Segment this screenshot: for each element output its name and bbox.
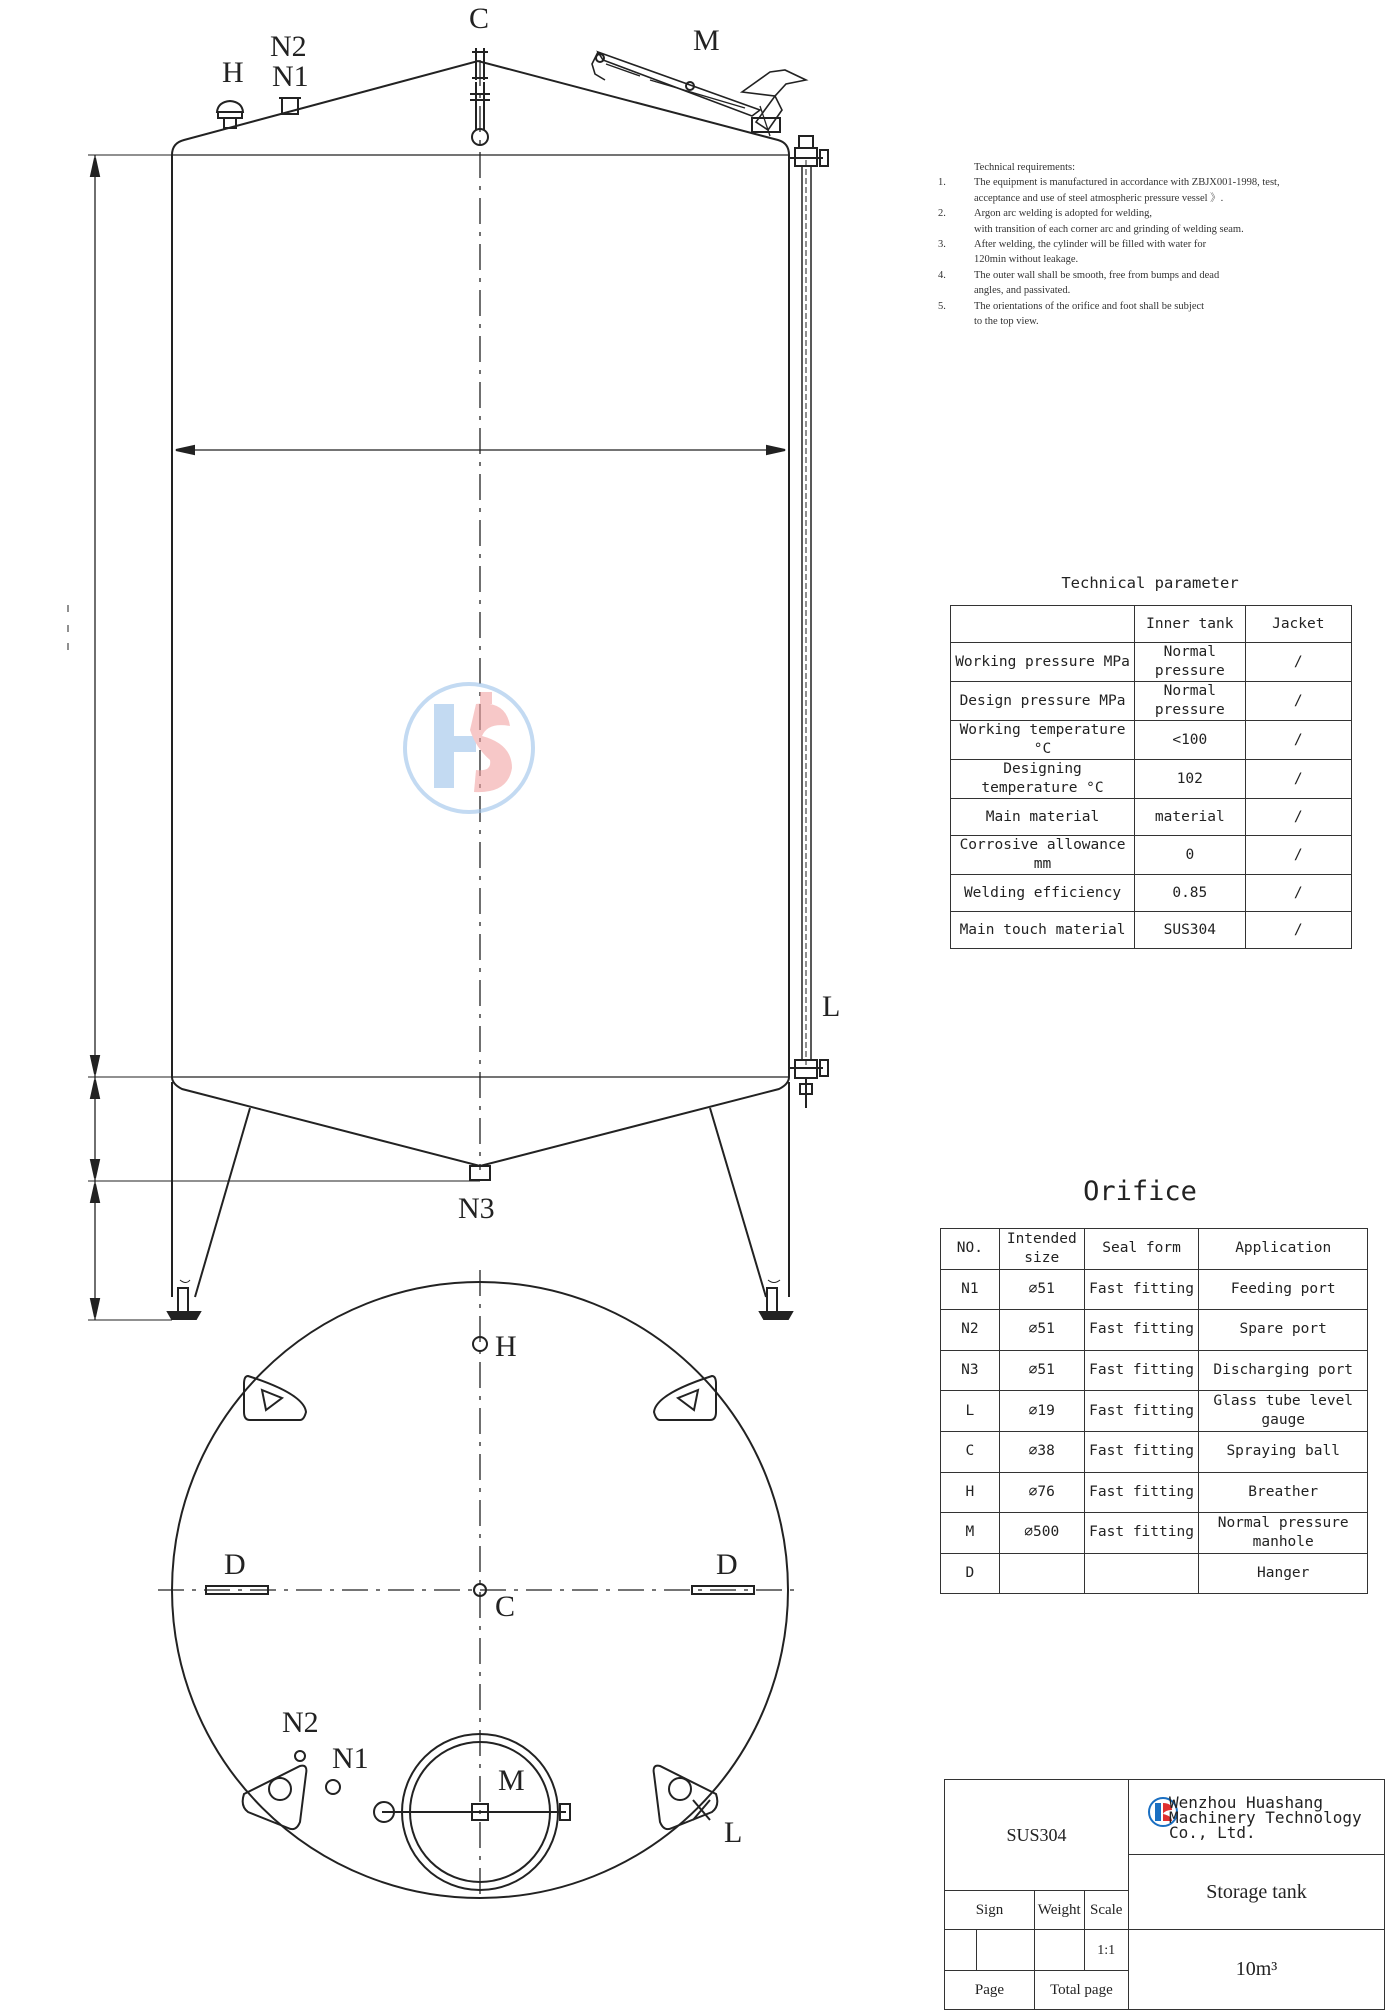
label-n2-top: N2 xyxy=(270,30,307,63)
label-n1-plan: N1 xyxy=(332,1742,369,1775)
table-row: Designing temperature °C 102 / xyxy=(951,760,1352,799)
requirement-item: 5. The orientations of the orifice and foot shall be subject to the top view. xyxy=(938,300,1205,328)
table-row: NO. Intended size Seal form Application xyxy=(941,1229,1368,1270)
table-row: L ⌀19 Fast fitting Glass tube level gauge xyxy=(941,1391,1368,1432)
company-name: Wenzhou Huashang Machinery Technology Co., Ltd. xyxy=(1128,1780,1384,1855)
table-row: N2 ⌀51 Fast fitting Spare port xyxy=(941,1310,1368,1351)
requirement-item: 2. Argon arc welding is adopted for welding, with transition of each corner arc and grinding of welding seam. xyxy=(938,208,1244,235)
table-row: Main material material / xyxy=(951,799,1352,836)
m-manhole xyxy=(592,52,806,136)
h-nozzle xyxy=(217,101,243,128)
requirement-item: 3. After welding, the cylinder will be filled with water for 120min without leakage. xyxy=(938,239,1207,266)
label-n1-top: N1 xyxy=(272,60,309,93)
page-label: Page xyxy=(945,1971,1035,2010)
leg-left xyxy=(168,1082,250,1319)
label-d-right: D xyxy=(716,1548,738,1581)
total-page-label: Total page xyxy=(1034,1971,1128,2010)
table-row: H ⌀76 Fast fitting Breather xyxy=(941,1472,1368,1513)
table-row: N1 ⌀51 Fast fitting Feeding port xyxy=(941,1269,1368,1310)
table-row: Design pressure MPa Normal pressure / xyxy=(951,682,1352,721)
n1-plan-port xyxy=(326,1780,340,1794)
requirement-item: 1. The equipment is manufactured in accordance with ZBJX001-1998, test, acceptance and use of steel atmospheric pressure vessel 》. xyxy=(938,177,1280,204)
table-row: N3 ⌀51 Fast fitting Discharging port xyxy=(941,1350,1368,1391)
table-row: Welding efficiency 0.85 / xyxy=(951,875,1352,912)
sign-label: Sign xyxy=(945,1891,1035,1930)
table-row: Corrosive allowance mm 0 / xyxy=(951,836,1352,875)
label-h-plan: H xyxy=(495,1330,517,1363)
material-cell: SUS304 xyxy=(945,1780,1129,1891)
table-row: C ⌀38 Fast fitting Spraying ball xyxy=(941,1431,1368,1472)
label-c-plan: C xyxy=(495,1590,516,1623)
table-row: Inner tank Jacket xyxy=(951,606,1352,643)
technical-parameter-title: Technical parameter xyxy=(1061,574,1239,592)
label-m-plan: M xyxy=(498,1764,525,1797)
table-row: D Hanger xyxy=(941,1553,1368,1594)
watermark-logo xyxy=(405,684,533,812)
scale-label: Scale xyxy=(1084,1891,1128,1930)
volume: 10m³ xyxy=(1128,1930,1384,2010)
table-row: Working pressure MPa Normal pressure / xyxy=(951,643,1352,682)
orifice-title: Orifice xyxy=(1083,1176,1197,1207)
label-l-side: L xyxy=(822,990,841,1023)
product-name: Storage tank xyxy=(1128,1855,1384,1930)
requirement-item: 4. The outer wall shall be smooth, free from bumps and dead angles, and passivated. xyxy=(938,269,1220,297)
orifice-table xyxy=(940,1228,1368,1594)
label-h-top: H xyxy=(222,56,244,89)
scale-value: 1:1 xyxy=(1084,1930,1128,1971)
level-gauge xyxy=(789,136,828,1108)
technical-requirements xyxy=(938,160,1338,329)
label-d-left: D xyxy=(224,1548,246,1581)
table-row: Main touch material SUS304 / xyxy=(951,912,1352,949)
label-c-top: C xyxy=(469,2,490,35)
table-row: Working temperature °C <100 / xyxy=(951,721,1352,760)
title-block xyxy=(944,1779,1385,2010)
n2-plan-port xyxy=(295,1751,305,1761)
table-row: M ⌀500 Fast fitting Normal pressure manhole xyxy=(941,1513,1368,1554)
label-n3: N3 xyxy=(458,1192,495,1225)
label-n2-plan: N2 xyxy=(282,1706,319,1739)
requirements-title: Technical requirements: xyxy=(974,162,1076,173)
weight-label: Weight xyxy=(1034,1891,1084,1930)
technical-parameter-table xyxy=(950,605,1352,949)
leg-right xyxy=(710,1082,792,1319)
label-l-plan: L xyxy=(724,1816,743,1849)
label-m-top: M xyxy=(693,24,720,57)
